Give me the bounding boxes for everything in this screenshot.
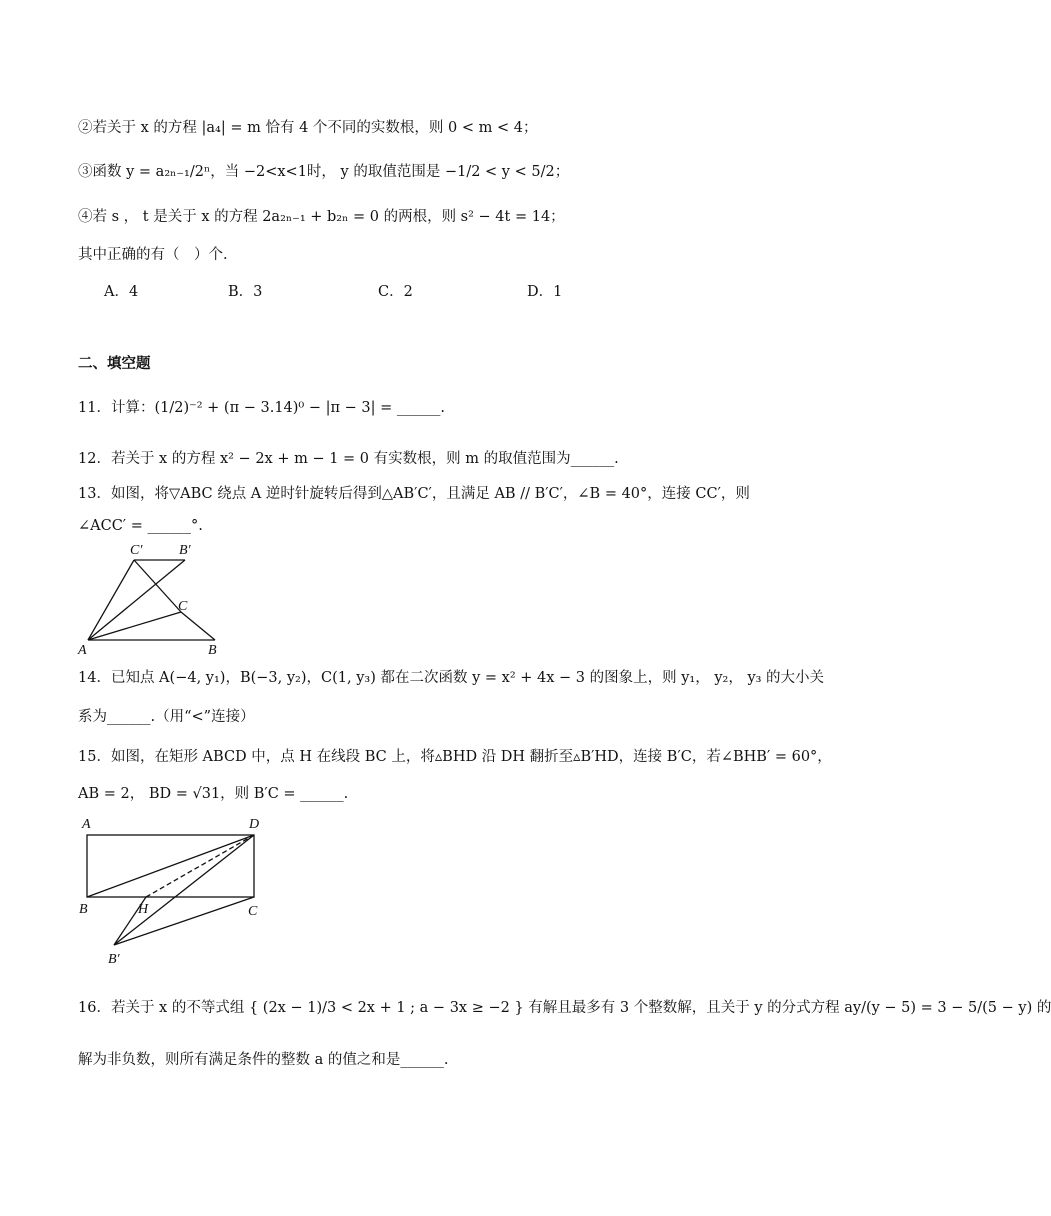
fig15-label-d: D [249,817,260,832]
fig13-label-c-prime: C′ [130,543,143,558]
fig13-label-a: A [78,643,87,658]
fig15-label-b: B [79,902,88,917]
q15-line-2: AB = 2， BD = √31，则 B′C = ______. [78,786,349,802]
q10-option-a: A．4 [104,284,139,300]
q14-line-1: 14．已知点 A(−4, y₁)，B(−3, y₂)，C(1, y₃) 都在二次函数 y = x² + 4x − 3 的图象上，则 y₁， y₂， y₃ 的大小关 [78,670,825,686]
q10-item-2: ②若关于 x 的方程 |a₄| = m 恰有 4 个不同的实数根，则 0 < m < 4； [78,120,538,136]
section-title: 二、填空题 [78,355,151,372]
q13-line-2: ∠ACC′ = ______°. [78,518,203,534]
q13-figure [76,540,226,658]
q10-stem: 其中正确的有（ ）个. [78,247,228,263]
q15-figure [76,812,276,970]
fig15-label-a: A [82,817,91,832]
q11: 11．计算：(1/2)⁻² + (π − 3.14)⁰ − |π − 3| = ______. [78,400,445,416]
fig15-label-c: C [248,904,258,919]
q15-line-1: 15．如图，在矩形 ABCD 中，点 H 在线段 BC 上，将▵BHD 沿 DH 翻折至▵B′HD，连接 B′C，若∠BHB′ = 60°， [78,749,832,765]
q13-line-1: 13．如图，将▽ABC 绕点 A 逆时针旋转后得到△AB′C′，且满足 AB // B′C′，∠B = 40°，连接 CC′，则 [78,486,750,502]
q12: 12．若关于 x 的方程 x² − 2x + m − 1 = 0 有实数根，则 m 的取值范围为______. [78,451,619,467]
q16-line-2: 解为非负数，则所有满足条件的整数 a 的值之和是______. [78,1052,449,1068]
fig13-label-b: B [208,643,217,658]
q10-option-b: B．3 [228,284,263,300]
q10-option-d: D．1 [527,284,563,300]
q10-item-4: ④若 s ， t 是关于 x 的方程 2a₂ₙ₋₁ + b₂ₙ = 0 的两根，则 s² − 4t = 14； [78,209,565,225]
q14-line-2: 系为______.（用“<”连接） [78,709,255,725]
fig15-label-h: H [138,902,149,917]
q10-option-c: C．2 [378,284,413,300]
fig15-label-b-prime: B′ [108,952,120,967]
fig13-label-b-prime: B′ [179,543,191,558]
fig13-label-c: C [178,599,188,614]
q16-line-1: 16．若关于 x 的不等式组 { (2x − 1)/3 < 2x + 1 ; a − 3x ≥ −2 } 有解且最多有 3 个整数解，且关于 y 的分式方程 ay/(y − 5) = 3 − 5/(5 − y) 的 [78,1000,1051,1016]
q10-item-3: ③函数 y = a₂ₙ₋₁/2ⁿ，当 −2<x<1时， y 的取值范围是 −1/2 < y < 5/2； [78,164,570,180]
